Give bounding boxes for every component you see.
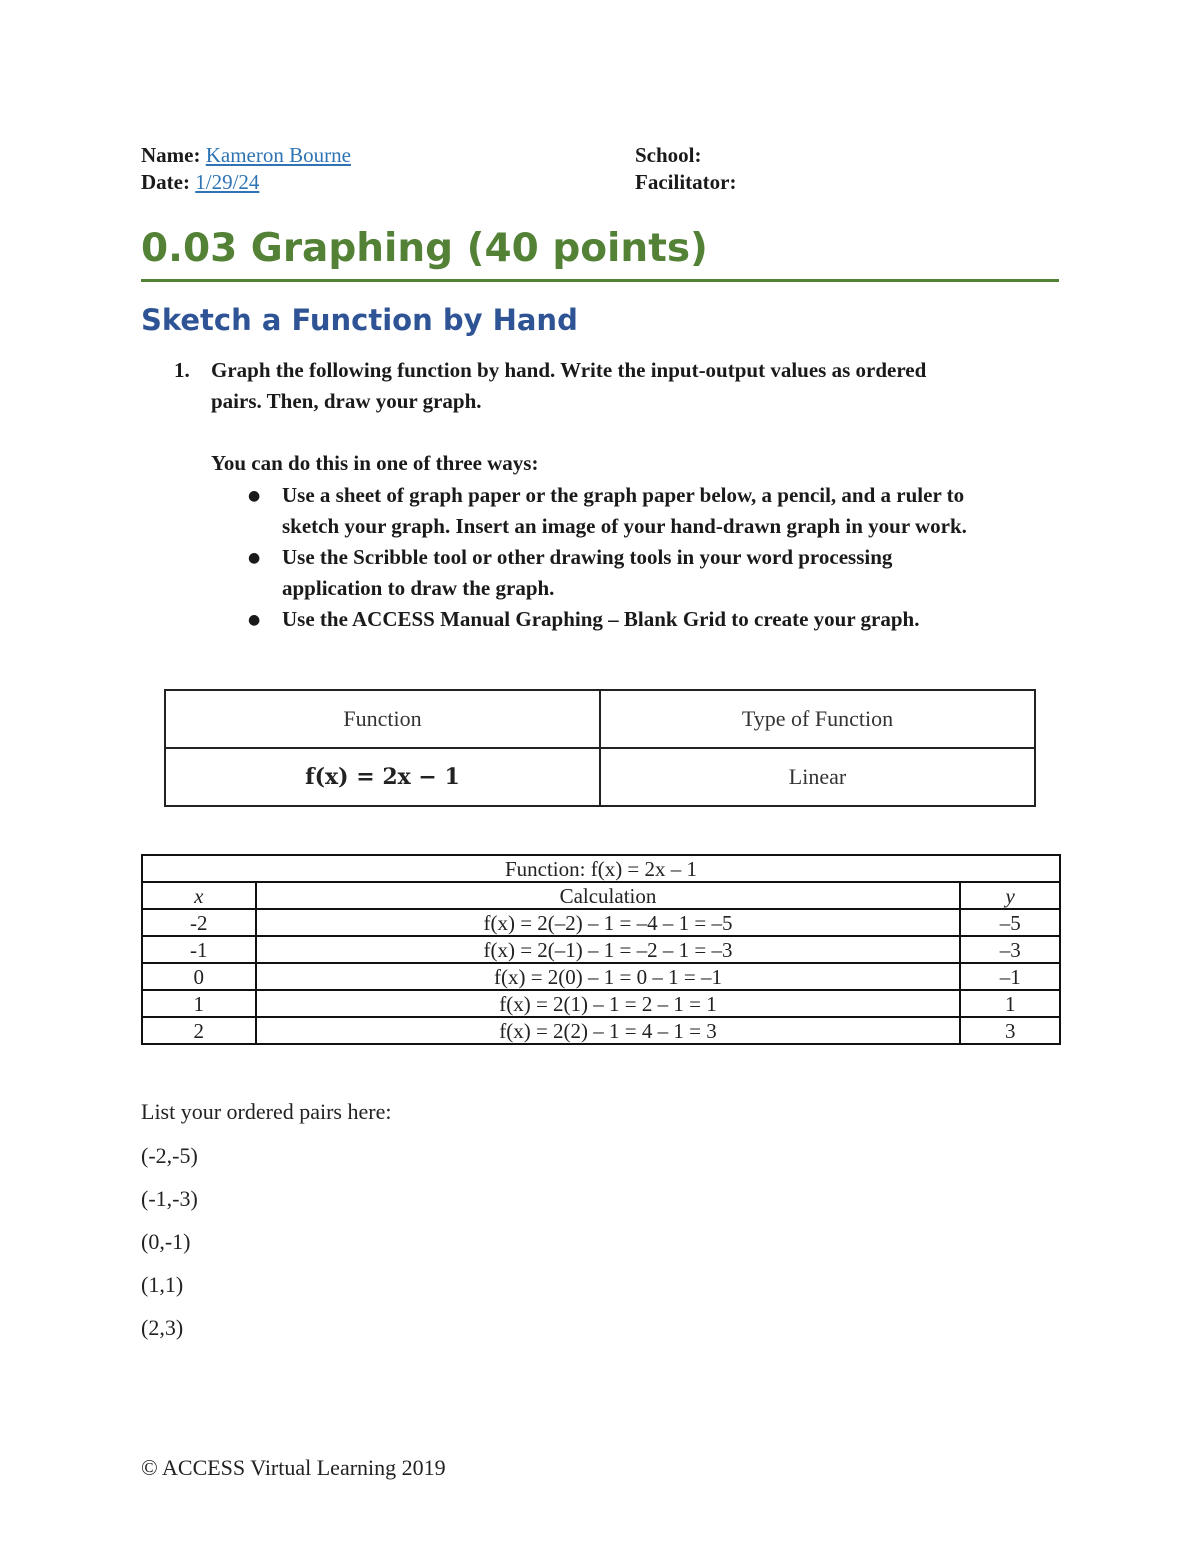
table-row xyxy=(142,936,1060,963)
question-line-2: pairs. Then, draw your graph. xyxy=(211,389,482,413)
bullet-2-line-2: application to draw the graph. xyxy=(282,576,555,600)
bullet-icon: ● xyxy=(248,488,261,504)
bullet-3-line-1: Use the ACCESS Manual Graphing – Blank Grid to create your graph. xyxy=(282,607,920,631)
calc-cell: f(x) = 2(0) – 1 = 0 – 1 = –1 xyxy=(256,963,961,990)
table-row xyxy=(142,909,1060,936)
section-title: Sketch a Function by Hand xyxy=(141,303,578,337)
y-cell: –3 xyxy=(960,936,1060,963)
page-title: 0.03 Graphing (40 points) xyxy=(141,226,708,271)
date-label: Date: xyxy=(141,170,190,194)
facilitator-label: Facilitator: xyxy=(635,170,737,194)
bullet-1-line-2: sketch your graph. Insert an image of your hand-drawn graph in your work. xyxy=(282,514,967,538)
question-intro: You can do this in one of three ways: xyxy=(211,451,539,475)
x-cell: -1 xyxy=(142,936,256,963)
type-header: Type of Function xyxy=(600,690,1035,748)
ordered-pair: (1,1) xyxy=(141,1272,184,1297)
x-cell: 1 xyxy=(142,990,256,1017)
ordered-pair: (2,3) xyxy=(141,1315,184,1340)
y-header: y xyxy=(960,882,1060,909)
calc-cell: f(x) = 2(2) – 1 = 4 – 1 = 3 xyxy=(256,1017,961,1044)
bullet-1-line-1: Use a sheet of graph paper or the graph paper below, a pencil, and a ruler to xyxy=(282,483,965,507)
y-cell: –5 xyxy=(960,909,1060,936)
calc-cell: f(x) = 2(1) – 1 = 2 – 1 = 1 xyxy=(256,990,961,1017)
name-label: Name: xyxy=(141,143,201,167)
x-cell: 2 xyxy=(142,1017,256,1044)
bullet-icon: ● xyxy=(248,550,261,566)
question-number: 1. xyxy=(174,358,190,382)
calc-cell: f(x) = 2(–1) – 1 = –2 – 1 = –3 xyxy=(256,936,961,963)
table-row xyxy=(142,1017,1060,1044)
name-value[interactable]: Kameron Bourne xyxy=(205,143,351,167)
calculation-header: Calculation xyxy=(256,882,961,909)
ordered-pair: (-2,-5) xyxy=(141,1143,198,1168)
function-type: Linear xyxy=(600,748,1035,806)
school-label: School: xyxy=(635,143,702,167)
table-row xyxy=(142,963,1060,990)
x-cell: -2 xyxy=(142,909,256,936)
title-divider xyxy=(141,279,1059,282)
pairs-label: List your ordered pairs here: xyxy=(141,1099,392,1124)
y-cell: 3 xyxy=(960,1017,1060,1044)
function-expression: f(x) = 2x − 1 xyxy=(165,748,600,806)
date-line xyxy=(141,170,259,195)
ordered-pair: (-1,-3) xyxy=(141,1186,198,1211)
ordered-pair: (0,-1) xyxy=(141,1229,191,1254)
calc-table-title: Function: f(x) = 2x – 1 xyxy=(142,855,1060,882)
x-header: x xyxy=(142,882,256,909)
function-header: Function xyxy=(165,690,600,748)
y-cell: –1 xyxy=(960,963,1060,990)
name-line xyxy=(141,143,351,168)
table-row xyxy=(142,990,1060,1017)
y-cell: 1 xyxy=(960,990,1060,1017)
footer-copyright: © ACCESS Virtual Learning 2019 xyxy=(141,1455,446,1480)
function-table xyxy=(164,689,1036,807)
date-value[interactable]: 1/29/24 xyxy=(195,170,260,194)
question-line-1: Graph the following function by hand. Write the input-output values as ordered xyxy=(211,358,927,382)
bullet-icon: ● xyxy=(248,612,261,628)
x-cell: 0 xyxy=(142,963,256,990)
calculation-table xyxy=(141,854,1061,1045)
calc-cell: f(x) = 2(–2) – 1 = –4 – 1 = –5 xyxy=(256,909,961,936)
bullet-2-line-1: Use the Scribble tool or other drawing tools in your word processing xyxy=(282,545,893,569)
